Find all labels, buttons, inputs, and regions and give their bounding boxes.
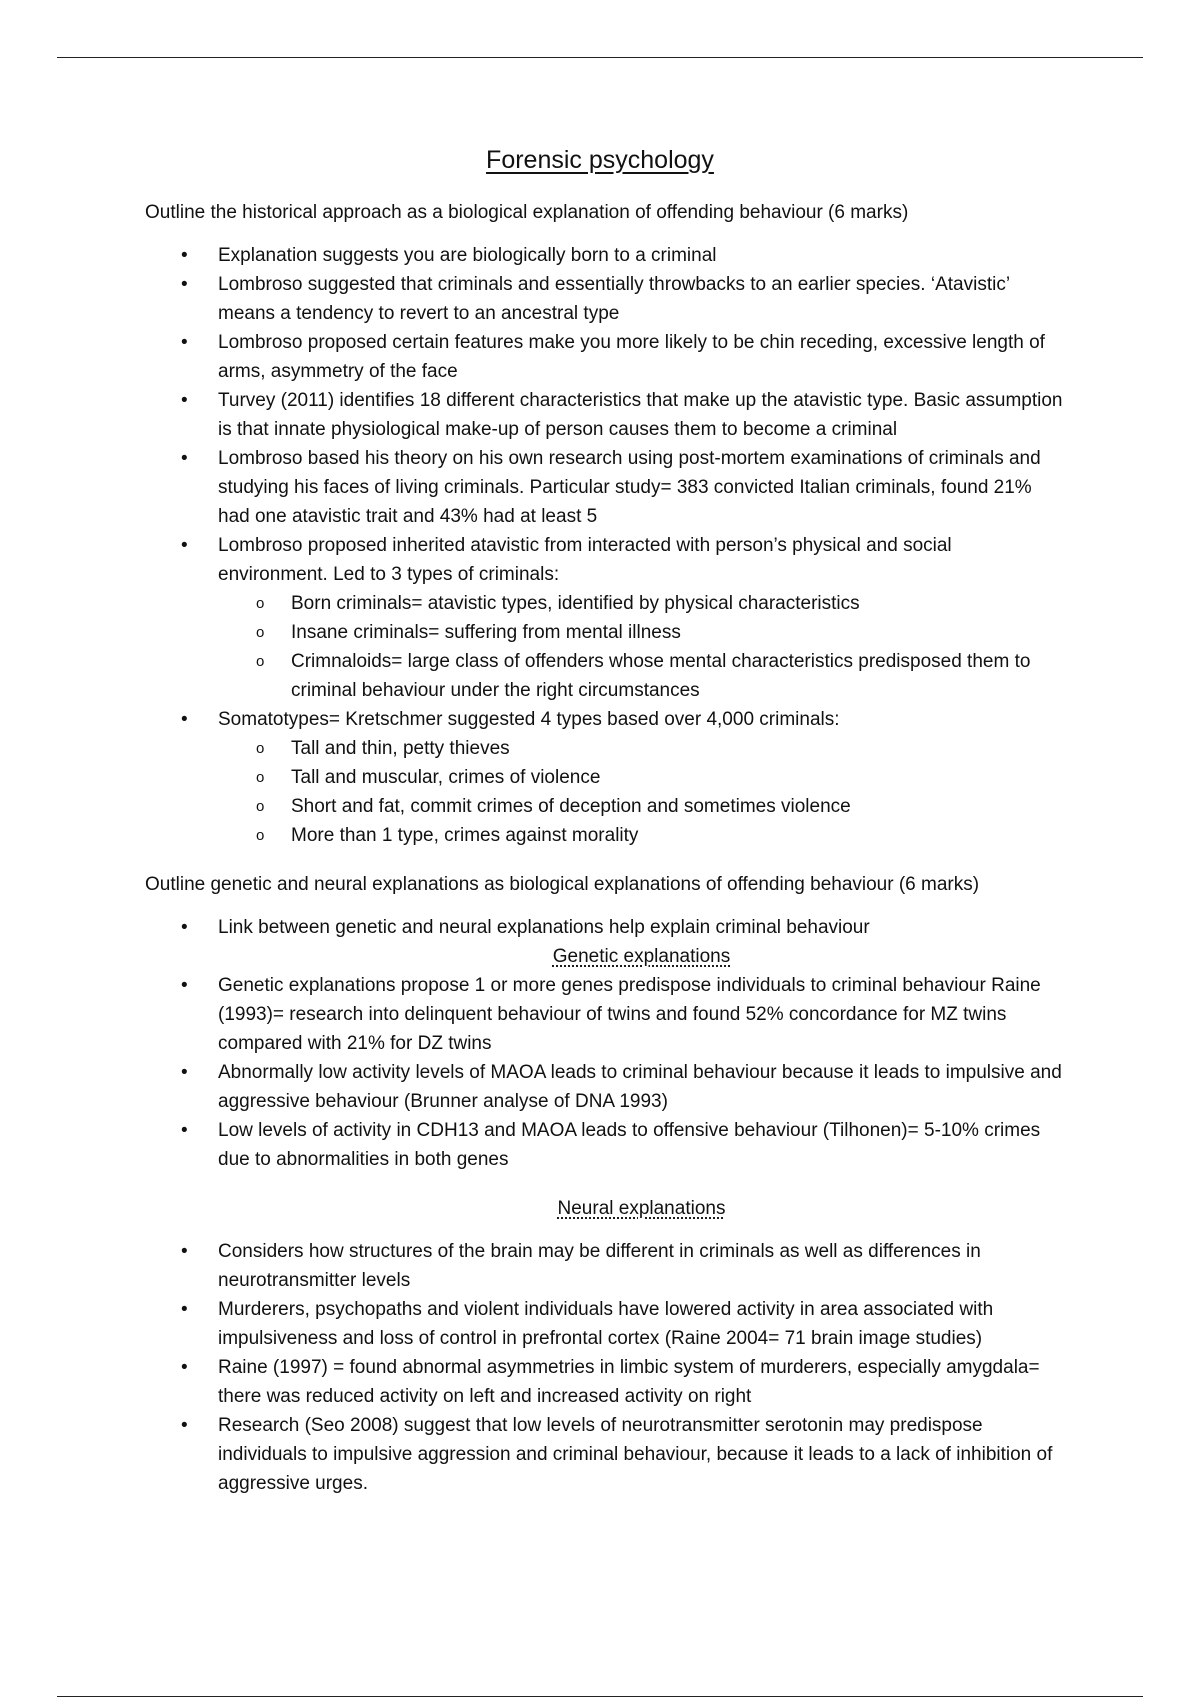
list-item: • Abnormally low activity levels of MAOA leads to criminal behaviour because it leads to impulsive and aggressive behaviour (Brunner analyse of DNA 1993) xyxy=(145,1058,1065,1116)
page-title: Forensic psychology xyxy=(486,146,714,174)
list-item: • Link between genetic and neural explanations help explain criminal behaviour xyxy=(145,913,1065,942)
list-item: • Considers how structures of the brain may be different in criminals as well as differences in neurotransmitter levels xyxy=(145,1237,1065,1295)
list-item: • Lombroso proposed certain features make you more likely to be chin receding, excessive length of arms, asymmetry of the face xyxy=(145,328,1065,386)
sub-list-item: o More than 1 type, crimes against morality xyxy=(218,821,1065,850)
list-item: • Research (Seo 2008) suggest that low levels of neurotransmitter serotonin may predispose individuals to impulsive aggression and criminal behaviour, because it leads to a lack of inhibition of aggressive urges. xyxy=(145,1411,1065,1498)
list-item: • Turvey (2011) identifies 18 different characteristics that make up the atavistic type. Basic assumption is that innate physiological make-up of person causes them to become a criminal xyxy=(145,386,1065,444)
list-item xyxy=(145,705,1065,850)
list-item: • Murderers, psychopaths and violent individuals have lowered activity in area associated with impulsiveness and loss of control in prefrontal cortex (Raine 2004= 71 brain image studies) xyxy=(145,1295,1065,1353)
intro-bullet-list xyxy=(145,913,1065,942)
sub-list-item: o Crimnaloids= large class of offenders whose mental characteristics predisposed them to criminal behaviour under the right circumstances xyxy=(218,647,1065,705)
sub-list-item: o Tall and thin, petty thieves xyxy=(218,734,1065,763)
sub-list-item: o Tall and muscular, crimes of violence xyxy=(218,763,1065,792)
neural-heading: Neural explanations xyxy=(557,1198,726,1219)
list-item: • Genetic explanations propose 1 or more genes predispose individuals to criminal behaviour Raine (1993)= research into delinquent behaviour of twins and found 52% concordance for MZ twins compared with 21% for DZ twins xyxy=(145,971,1065,1058)
sub-list-item: o Insane criminals= suffering from mental illness xyxy=(218,618,1065,647)
list-item: • Raine (1997) = found abnormal asymmetries in limbic system of murderers, especially amygdala= there was reduced activity on left and increased activity on right xyxy=(145,1353,1065,1411)
question-historical: Outline the historical approach as a biological explanation of offending behaviour (6 marks) xyxy=(145,202,909,223)
sub-list-item: o Born criminals= atavistic types, identified by physical characteristics xyxy=(218,589,1065,618)
top-rule xyxy=(57,57,1143,58)
list-item: • Lombroso suggested that criminals and essentially throwbacks to an earlier species. ‘Atavistic’ means a tendency to revert to an ancestral type xyxy=(145,270,1065,328)
criminal-types-list xyxy=(218,589,1065,705)
list-item: • Lombroso based his theory on his own research using post-mortem examinations of criminals and studying his faces of living criminals. Particular study= 383 convicted Italian criminals, found 21% had one atavistic trait and 43% had at least 5 xyxy=(145,444,1065,531)
historical-bullet-list xyxy=(145,241,1065,850)
list-item: • Explanation suggests you are biologically born to a criminal xyxy=(145,241,1065,270)
list-item xyxy=(145,531,1065,705)
list-item-text: Lombroso proposed inherited atavistic from interacted with person’s physical and social environment. Led to 3 types of criminals: xyxy=(218,535,952,585)
list-item: • Low levels of activity in CDH13 and MAOA leads to offensive behaviour (Tilhonen)= 5-10% crimes due to abnormalities in both genes xyxy=(145,1116,1065,1174)
genetic-bullet-list xyxy=(145,971,1065,1174)
bottom-rule xyxy=(57,1696,1143,1697)
question-genetic-neural: Outline genetic and neural explanations as biological explanations of offending behaviour (6 marks) xyxy=(145,874,980,895)
neural-bullet-list xyxy=(145,1237,1065,1498)
genetic-heading: Genetic explanations xyxy=(552,946,731,967)
somatotypes-list xyxy=(218,734,1065,850)
sub-list-item: o Short and fat, commit crimes of deception and sometimes violence xyxy=(218,792,1065,821)
document-body xyxy=(145,198,1065,1518)
list-item-text: Somatotypes= Kretschmer suggested 4 types based over 4,000 criminals: xyxy=(218,709,840,730)
